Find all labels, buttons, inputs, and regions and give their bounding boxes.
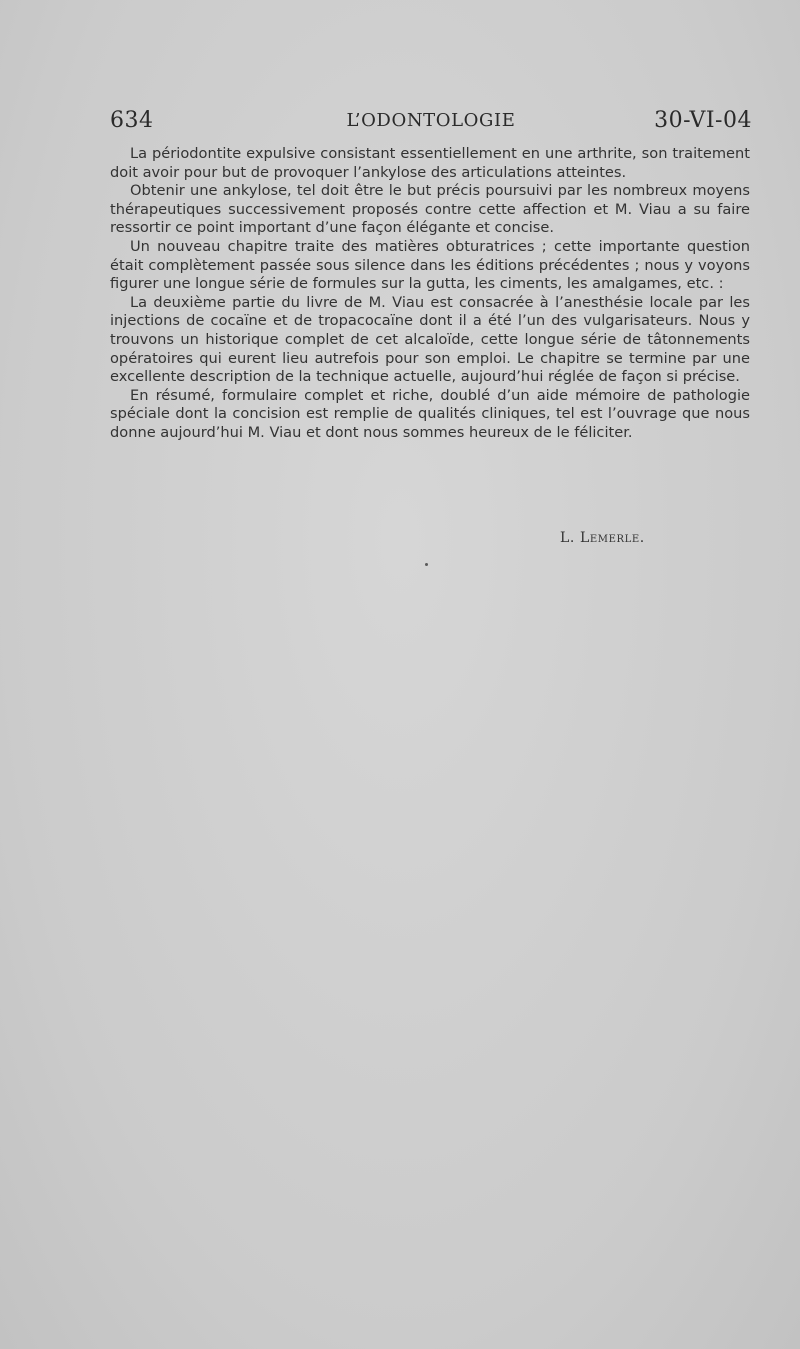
paragraph: La deuxième partie du livre de M. Viau est consacrée à l’anesthésie locale par les injections de cocaïne et de tropacocaïne dont il a été l’un des vulgarisateurs. Nous y trouvons un historique complet de cet alcaloïde, cette longue série de tâtonnements opératoires qui eurent lieu autrefois pour son emploi. Le chapitre se termine par une excellente description de la technique actuelle, aujourd’hui réglée de façon si précise. <box>110 293 750 386</box>
ink-speck <box>425 563 428 566</box>
paragraph: Obtenir une ankylose, tel doit être le but précis poursuivi par les nombreux moyens thérapeutiques successivement proposés contre cette affection et M. Viau a su faire ressortir ce point important d’une façon élégante et concise. <box>110 182 750 237</box>
paragraph: En résumé, formulaire complet et riche, doublé d’un aide mémoire de pathologie spéciale dont la concision est remplie de qualités cliniques, tel est l’ouvrage que nous donne aujourd’hui M. Viau et dont nous sommes heureux de le féliciter. <box>110 386 750 441</box>
running-title: L’ODONTOLOGIE <box>346 110 516 131</box>
page-number: 634 <box>110 108 154 133</box>
article-body <box>110 145 750 443</box>
paragraph: Un nouveau chapitre traite des matières obturatrices ; cette importante question était complètement passée sous silence dans les éditions précédentes ; nous y voyons figurer une longue série de formules sur la gutta, les ciments, les amalgames, etc. : <box>110 237 750 293</box>
author-signature: L. Lemerle. <box>560 530 645 546</box>
issue-date: 30-VI-04 <box>654 108 752 133</box>
page-header <box>110 108 752 138</box>
paragraph: La périodontite expulsive consistant essentiellement en une arthrite, son traitement doit avoir pour but de provoquer l’ankylose des articulations atteintes. <box>110 145 750 181</box>
